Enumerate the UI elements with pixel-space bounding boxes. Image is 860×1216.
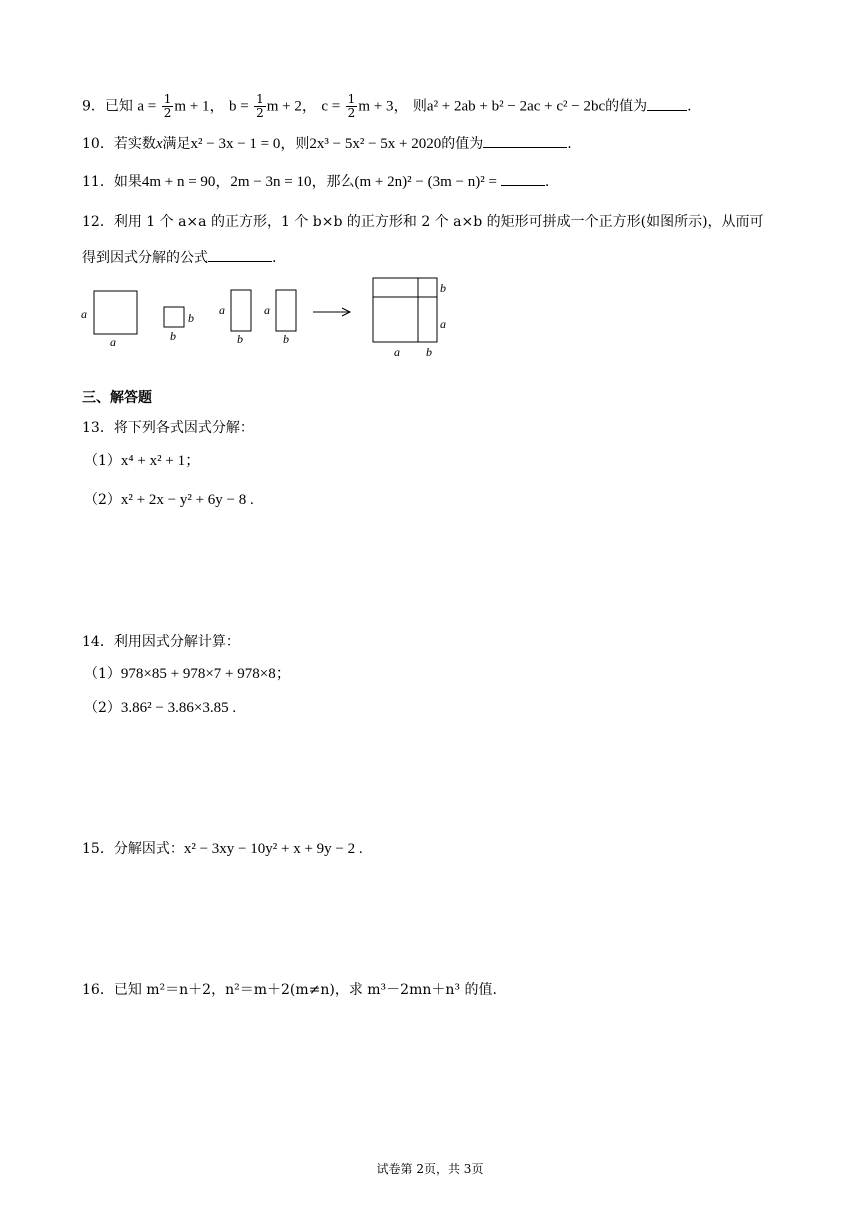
math: 3.86² − 3.86×3.85 . — [120, 700, 237, 716]
figure-label: a — [440, 317, 446, 331]
math: 2m − 3n = 10， — [230, 174, 327, 190]
math: b = — [228, 98, 249, 115]
math: a² + 2ab + b² − 2ac + c² − 2bc — [426, 98, 606, 115]
figure-label: b — [426, 345, 432, 359]
text: 的值为 — [441, 136, 484, 152]
question-13-part1 — [84, 451, 200, 471]
text: 则 — [295, 136, 310, 152]
figure-label: a — [264, 303, 270, 317]
text: 满足 — [162, 136, 191, 152]
question-13-part2 — [84, 490, 254, 510]
math: m + 2， — [266, 98, 317, 115]
figure-label: b — [237, 332, 243, 346]
math: c = — [321, 98, 341, 115]
rect-ab-1 — [231, 290, 251, 331]
math: m + 3， — [358, 98, 409, 115]
math: m + 1， — [174, 98, 225, 115]
arrow-icon — [313, 308, 350, 316]
part-label: （1） — [84, 453, 121, 469]
figure-label: b — [170, 329, 176, 343]
question-14-part1 — [84, 664, 291, 684]
part-label: （1） — [84, 666, 121, 682]
section-heading: 三、解答题 — [82, 390, 152, 406]
figure-label: b — [440, 281, 446, 295]
square-b — [164, 307, 184, 327]
text: 如果 — [113, 174, 142, 190]
math: 2x³ − 5x² − 5x + 2020 — [309, 136, 442, 152]
figure-label: a — [81, 307, 87, 321]
part-label: （2） — [84, 700, 121, 716]
math: a = — [137, 98, 157, 115]
text: 利用 1 个 a×a 的正方形，1 个 b×b 的正方形和 2 个 a×b 的矩形可拼成一个正方形(如图所示)，从而可 — [113, 214, 764, 230]
figure-label: a — [219, 303, 225, 317]
fraction-den: 2 — [163, 106, 172, 120]
math: x — [155, 136, 163, 152]
math: x² + 2x − y² + 6y − 8 . — [120, 492, 254, 508]
math: (m + 2n)² − (3m − n)² = — [354, 174, 497, 190]
question-number: 10． — [82, 136, 114, 152]
question-number: 9． — [82, 98, 105, 115]
fraction-den: 2 — [256, 106, 264, 120]
math: 978×85 + 978×7 + 978×8； — [120, 666, 291, 682]
figure-label: b — [188, 311, 194, 325]
text: . — [567, 136, 572, 152]
figure-label: a — [394, 345, 400, 359]
text: . — [687, 98, 692, 115]
page-footer: 试卷第 2页，共 3页 — [376, 1162, 484, 1176]
part-label: （2） — [84, 492, 121, 508]
fraction-num: 1 — [163, 92, 172, 106]
question-15 — [82, 839, 363, 859]
figure-label: a — [110, 335, 116, 349]
question-14-stem: 14．利用因式分解计算： — [82, 634, 240, 650]
fraction-den: 2 — [347, 106, 356, 120]
math: x² − 3xy − 10y² + x + 9y − 2 . — [183, 841, 363, 857]
combined-square — [373, 278, 437, 342]
question-16: 16．已知 m²＝n＋2，n²＝m＋2(m≠n)，求 m³－2mn＋n³ 的值. — [82, 982, 497, 998]
text: . — [544, 174, 550, 190]
text: 得到因式分解的公式 — [82, 250, 208, 266]
square-a — [94, 291, 137, 334]
math: 4m + n = 90， — [141, 174, 231, 190]
rect-ab-2 — [276, 290, 296, 331]
question-13-stem: 13．将下列各式因式分解： — [82, 420, 254, 436]
text: 若实数 — [113, 136, 156, 152]
text: 则 — [412, 98, 427, 115]
question-number: 12． — [82, 214, 114, 230]
fraction-num: 1 — [256, 92, 264, 106]
question-number: 11． — [82, 174, 114, 190]
figure-label: b — [283, 332, 289, 346]
text: 已知 — [104, 98, 133, 115]
question-14-part2 — [84, 698, 236, 718]
text: . — [272, 250, 277, 266]
math: x⁴ + x² + 1； — [120, 453, 201, 469]
math: x² − 3x − 1 = 0， — [190, 136, 296, 152]
text: 的值为 — [605, 98, 648, 115]
text: 15．分解因式： — [82, 841, 184, 857]
text: 那么 — [326, 174, 355, 190]
fraction-num: 1 — [347, 92, 356, 106]
